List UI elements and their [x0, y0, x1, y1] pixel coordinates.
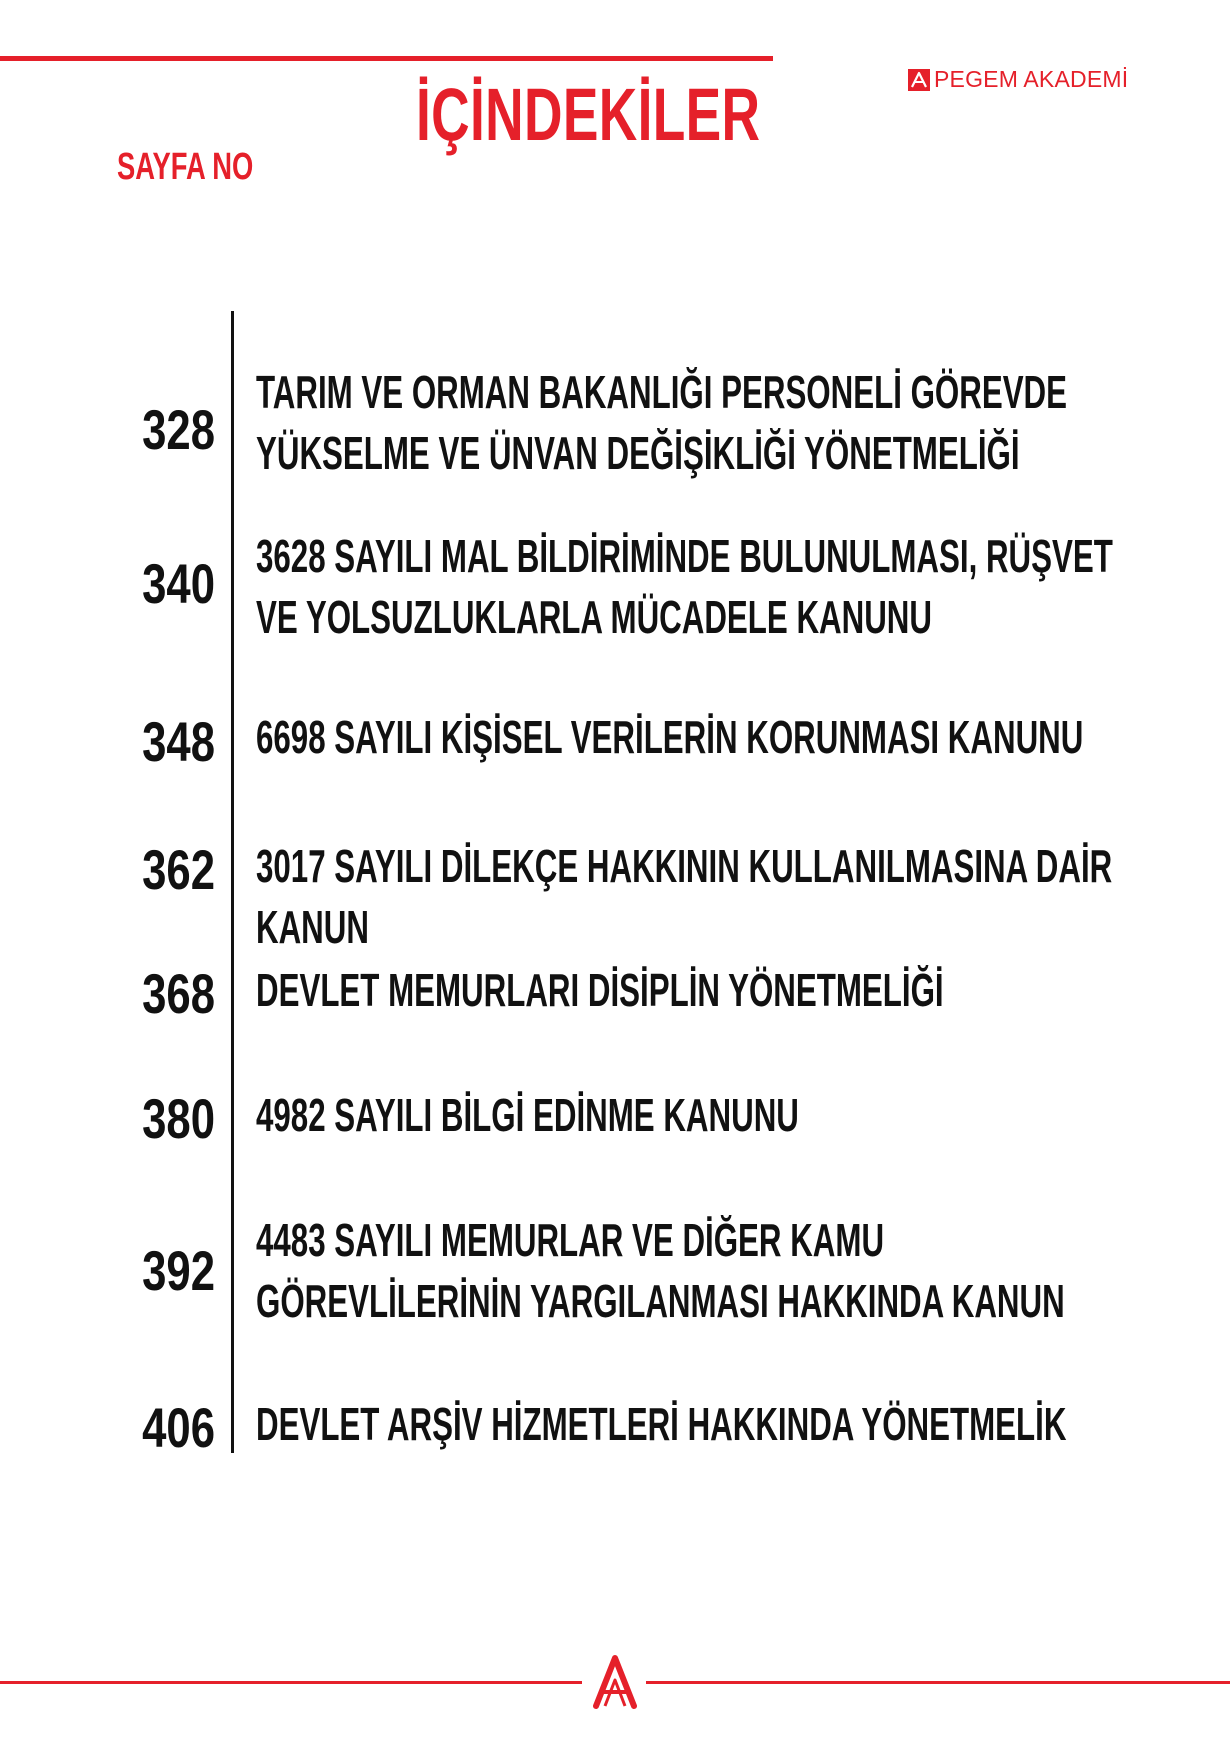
toc-page-number: 348: [142, 710, 215, 773]
toc-page-number: 328: [142, 398, 215, 461]
toc-page-number: 380: [142, 1087, 215, 1150]
bottom-red-rule-right: [646, 1681, 1230, 1684]
toc-entry-title[interactable]: 4483 SAYILI MEMURLAR VE DİĞER KAMU GÖREVLİLERİNİN YARGILANMASI HAKKINDA KANUN: [256, 1214, 1065, 1327]
toc-entry-title[interactable]: TARIM VE ORMAN BAKANLIĞI PERSONELİ GÖREVDE YÜKSELME VE ÜNVAN DEĞİŞİKLİĞİ YÖNETMELİĞİ: [256, 366, 1068, 479]
publisher-name: PEGEM AKADEMİ: [934, 66, 1129, 92]
pegem-logo-icon: [588, 1652, 642, 1710]
toc-entry-title[interactable]: 3628 SAYILI MAL BİLDİRİMİNDE BULUNULMASI, RÜŞVET VE YOLSUZLUKLARLA MÜCADELE KANUNU: [256, 530, 1113, 643]
toc-divider-line: [231, 311, 234, 1453]
toc-page-number: 406: [142, 1396, 215, 1459]
toc-page-number: 362: [142, 838, 215, 901]
toc-entry-title[interactable]: 3017 SAYILI DİLEKÇE HAKKININ KULLANILMASINA DAİR KANUN: [256, 840, 1113, 953]
top-red-rule: [0, 56, 773, 61]
publisher-brand: [908, 68, 1128, 91]
toc-entry-title[interactable]: 4982 SAYILI BİLGİ EDİNME KANUNU: [256, 1089, 799, 1141]
page-title: İÇİNDEKİLER: [416, 73, 761, 156]
toc-entry-title[interactable]: 6698 SAYILI KİŞİSEL VERİLERİN KORUNMASI KANUNU: [256, 711, 1084, 763]
toc-entry-title[interactable]: DEVLET ARŞİV HİZMETLERİ HAKKINDA YÖNETMELİK: [256, 1398, 1067, 1450]
toc-page-number: 340: [142, 552, 215, 615]
toc-page-number: 392: [142, 1239, 215, 1302]
bottom-red-rule-left: [0, 1681, 582, 1684]
page-number-column-label: SAYFA NO: [117, 146, 254, 188]
pegem-logo-icon: [908, 69, 930, 91]
toc-entry-title[interactable]: DEVLET MEMURLARI DİSİPLİN YÖNETMELİĞİ: [256, 964, 944, 1016]
toc-page-number: 368: [142, 962, 215, 1025]
